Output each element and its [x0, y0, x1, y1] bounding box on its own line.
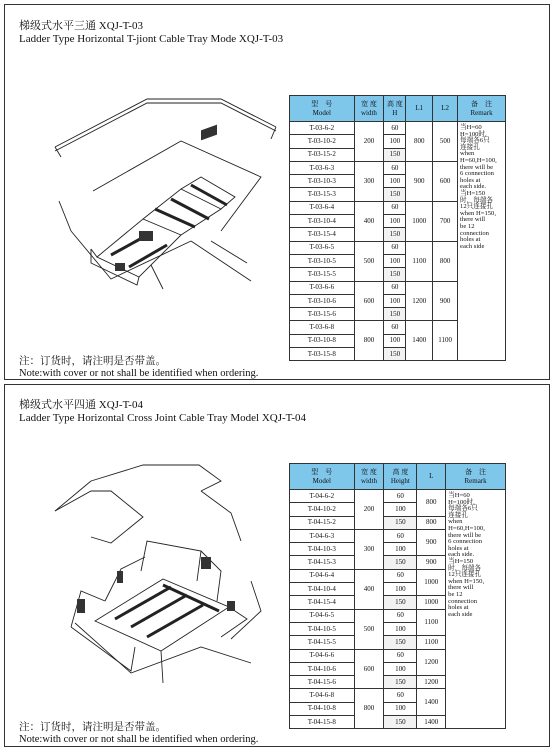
height-cell: 60: [384, 649, 417, 662]
header-width: 宽 度 width: [354, 96, 384, 122]
model-cell: T-04-15-5: [290, 636, 355, 649]
remark-line: H=100时,: [448, 498, 475, 506]
height-cell: 150: [384, 556, 417, 569]
remark-line: each side: [460, 242, 485, 250]
note-en: Note:with cover or not shall be identified when ordering.: [19, 368, 259, 379]
remark-line: 当H=60: [460, 124, 482, 131]
height-cell: 100: [384, 503, 417, 516]
model-cell: T-03-6-4: [290, 201, 355, 214]
model-cell: T-03-15-3: [290, 188, 355, 201]
l1-cell: 800: [406, 122, 433, 162]
height-cell: 60: [384, 281, 406, 294]
height-cell: 60: [384, 490, 417, 503]
model-cell: T-04-15-6: [290, 676, 355, 689]
height-cell: 100: [384, 583, 417, 596]
l-cell: 1200: [417, 649, 446, 676]
l-cell: 900: [417, 529, 446, 556]
height-cell: 100: [384, 175, 406, 188]
remark-cell: [446, 490, 506, 729]
remark-line: there will be: [448, 531, 482, 539]
model-cell: T-03-6-3: [290, 161, 355, 174]
width-cell: 600: [354, 281, 384, 321]
model-cell: T-04-10-2: [290, 503, 355, 516]
remark-line: 当H=150: [460, 189, 486, 197]
height-cell: 150: [384, 716, 417, 729]
height-cell: 100: [384, 622, 417, 635]
header-l1: L1: [406, 96, 433, 122]
remark-line: 每端各6只: [460, 137, 490, 145]
l-cell: 1000: [417, 569, 446, 596]
width-cell: 400: [354, 201, 384, 241]
remark-line: holes at: [448, 544, 469, 552]
l-cell: 800: [417, 490, 446, 517]
section-t-joint: [4, 4, 550, 380]
t-joint-spec-table: [289, 95, 506, 361]
height-cell: 60: [384, 689, 417, 702]
height-cell: 60: [384, 161, 406, 174]
height-cell: 150: [384, 636, 417, 649]
t-joint-drawing: [51, 81, 283, 291]
remark-line: when H=150,: [460, 209, 496, 217]
l2-cell: 600: [433, 161, 458, 201]
remark-line: be 12: [460, 222, 475, 230]
model-cell: T-04-10-8: [290, 702, 355, 715]
model-cell: T-04-6-6: [290, 649, 355, 662]
remark-line: holes at: [460, 176, 481, 184]
height-cell: 150: [384, 268, 406, 281]
l2-cell: 900: [433, 281, 458, 321]
header-model: 型 号 Model: [290, 464, 355, 490]
model-cell: T-03-10-3: [290, 175, 355, 188]
model-cell: T-04-10-3: [290, 543, 355, 556]
remark-line: H=60,H=100,: [448, 524, 485, 532]
l-cell: 1400: [417, 716, 446, 729]
model-cell: T-03-15-4: [290, 228, 355, 241]
title-cn: 梯级式水平四通 XQJ-T-04: [19, 399, 143, 411]
model-cell: T-04-10-5: [290, 622, 355, 635]
l2-cell: 500: [433, 122, 458, 162]
model-cell: T-03-10-5: [290, 254, 355, 267]
height-cell: 100: [384, 702, 417, 715]
remark-line: 6 connection: [460, 170, 494, 178]
model-cell: T-03-10-8: [290, 334, 355, 347]
l-cell: 800: [417, 516, 446, 529]
model-cell: T-04-6-8: [290, 689, 355, 702]
l-cell: 1100: [417, 636, 446, 649]
width-cell: 500: [354, 241, 384, 281]
height-cell: 100: [384, 215, 406, 228]
l-cell: 1000: [417, 596, 446, 609]
remark-line: 时，每端各: [460, 196, 494, 204]
remark-line: 12只连接孔: [460, 203, 494, 211]
header-remark: 备 注 Remark: [446, 464, 506, 490]
model-cell: T-03-10-2: [290, 135, 355, 148]
cross-joint-drawing: [51, 451, 283, 691]
remark-line: each side: [448, 610, 473, 618]
model-cell: T-04-15-3: [290, 556, 355, 569]
model-cell: T-04-6-3: [290, 529, 355, 542]
l-cell: 1400: [417, 689, 446, 716]
model-cell: T-03-6-5: [290, 241, 355, 254]
model-cell: T-04-6-4: [290, 569, 355, 582]
header-l: L: [417, 464, 446, 490]
remark-line: 连接孔: [448, 511, 468, 519]
height-cell: 150: [384, 596, 417, 609]
model-cell: T-03-6-6: [290, 281, 355, 294]
height-cell: 150: [384, 676, 417, 689]
model-cell: T-04-10-4: [290, 583, 355, 596]
remark-line: H=60,H=100,: [460, 156, 497, 164]
model-cell: T-03-6-8: [290, 321, 355, 334]
remark-line: connection: [448, 597, 478, 605]
l-cell: 1100: [417, 609, 446, 636]
remark-line: when: [448, 518, 463, 526]
height-cell: 60: [384, 321, 406, 334]
model-cell: T-03-15-6: [290, 308, 355, 321]
height-cell: 100: [384, 254, 406, 267]
note-cn: 注：订货时，请注明是否带盖。: [19, 356, 166, 367]
l-cell: 900: [417, 556, 446, 569]
remark-line: each side.: [460, 183, 487, 191]
remark-cell: [458, 122, 506, 361]
title-en: Ladder Type Horizontal Cross Joint Cable Tray Model XQJ-T-04: [19, 412, 307, 424]
l1-cell: 900: [406, 161, 433, 201]
header-model: 型 号 Model: [290, 96, 355, 122]
l2-cell: 700: [433, 201, 458, 241]
l1-cell: 1000: [406, 201, 433, 241]
l2-cell: 1100: [433, 321, 458, 361]
header-height: 高 度 Height: [384, 464, 417, 490]
remark-line: 时，每端各: [448, 564, 482, 572]
model-cell: T-03-10-4: [290, 215, 355, 228]
width-cell: 200: [354, 490, 384, 530]
title-cn: 梯级式水平三通 XQJ-T-03: [19, 20, 143, 32]
remark-line: connection: [460, 229, 489, 237]
height-cell: 100: [384, 135, 406, 148]
remark-line: there will: [460, 216, 486, 224]
height-cell: 100: [384, 662, 417, 675]
title-en: Ladder Type Horizontal T-jiont Cable Tray Mode XQJ-T-03: [19, 33, 284, 45]
model-cell: T-04-15-2: [290, 516, 355, 529]
height-cell: 100: [384, 294, 406, 307]
remark-line: each side.: [448, 551, 475, 559]
remark-line: when: [460, 150, 475, 158]
section-cross-joint: [4, 384, 550, 747]
remark-line: 当H=60: [448, 492, 470, 499]
header-width: 宽 度 width: [354, 464, 384, 490]
height-cell: 150: [384, 308, 406, 321]
height-cell: 100: [384, 543, 417, 556]
remark-line: 连接孔: [460, 143, 480, 151]
header-remark: 备 注 Remark: [458, 96, 506, 122]
width-cell: 300: [354, 161, 384, 201]
note-cn: 注：订货时，请注明是否带盖。: [19, 722, 166, 733]
remark-line: 6 connection: [448, 538, 483, 546]
remark-line: when H=150,: [448, 577, 485, 585]
cross-joint-spec-table: [289, 463, 506, 729]
height-cell: 60: [384, 241, 406, 254]
height-cell: 150: [384, 348, 406, 361]
model-cell: T-04-15-8: [290, 716, 355, 729]
height-cell: 60: [384, 122, 406, 135]
height-cell: 60: [384, 201, 406, 214]
model-cell: T-04-15-4: [290, 596, 355, 609]
model-cell: T-04-6-5: [290, 609, 355, 622]
remark-line: 每端各6只: [448, 505, 478, 513]
height-cell: 100: [384, 334, 406, 347]
header-height: 高 度 H: [384, 96, 406, 122]
remark-line: there will be: [460, 163, 494, 171]
table-row: [290, 122, 506, 135]
width-cell: 200: [354, 122, 384, 162]
width-cell: 800: [354, 321, 384, 361]
model-cell: T-04-10-6: [290, 662, 355, 675]
model-cell: T-03-15-2: [290, 148, 355, 161]
width-cell: 400: [354, 569, 384, 609]
height-cell: 60: [384, 569, 417, 582]
table-row: [290, 490, 506, 503]
height-cell: 150: [384, 228, 406, 241]
model-cell: T-03-15-8: [290, 348, 355, 361]
model-cell: T-03-15-5: [290, 268, 355, 281]
width-cell: 600: [354, 649, 384, 689]
l1-cell: 1400: [406, 321, 433, 361]
l1-cell: 1200: [406, 281, 433, 321]
width-cell: 300: [354, 529, 384, 569]
l1-cell: 1100: [406, 241, 433, 281]
model-cell: T-04-6-2: [290, 490, 355, 503]
remark-line: holes at: [460, 236, 481, 244]
width-cell: 500: [354, 609, 384, 649]
header-l2: L2: [433, 96, 458, 122]
remark-line: H=100时,: [460, 130, 487, 138]
l-cell: 1200: [417, 676, 446, 689]
l2-cell: 800: [433, 241, 458, 281]
note-en: Note:with cover or not shall be identified when ordering.: [19, 734, 259, 745]
height-cell: 60: [384, 529, 417, 542]
remark-line: holes at: [448, 604, 469, 612]
height-cell: 150: [384, 148, 406, 161]
remark-line: 12只连接孔: [448, 571, 482, 579]
height-cell: 150: [384, 188, 406, 201]
model-cell: T-03-10-6: [290, 294, 355, 307]
remark-line: 当H=150: [448, 557, 474, 565]
remark-line: there will: [448, 584, 474, 592]
model-cell: T-03-6-2: [290, 122, 355, 135]
height-cell: 60: [384, 609, 417, 622]
height-cell: 150: [384, 516, 417, 529]
remark-line: be 12: [448, 590, 463, 598]
width-cell: 800: [354, 689, 384, 729]
